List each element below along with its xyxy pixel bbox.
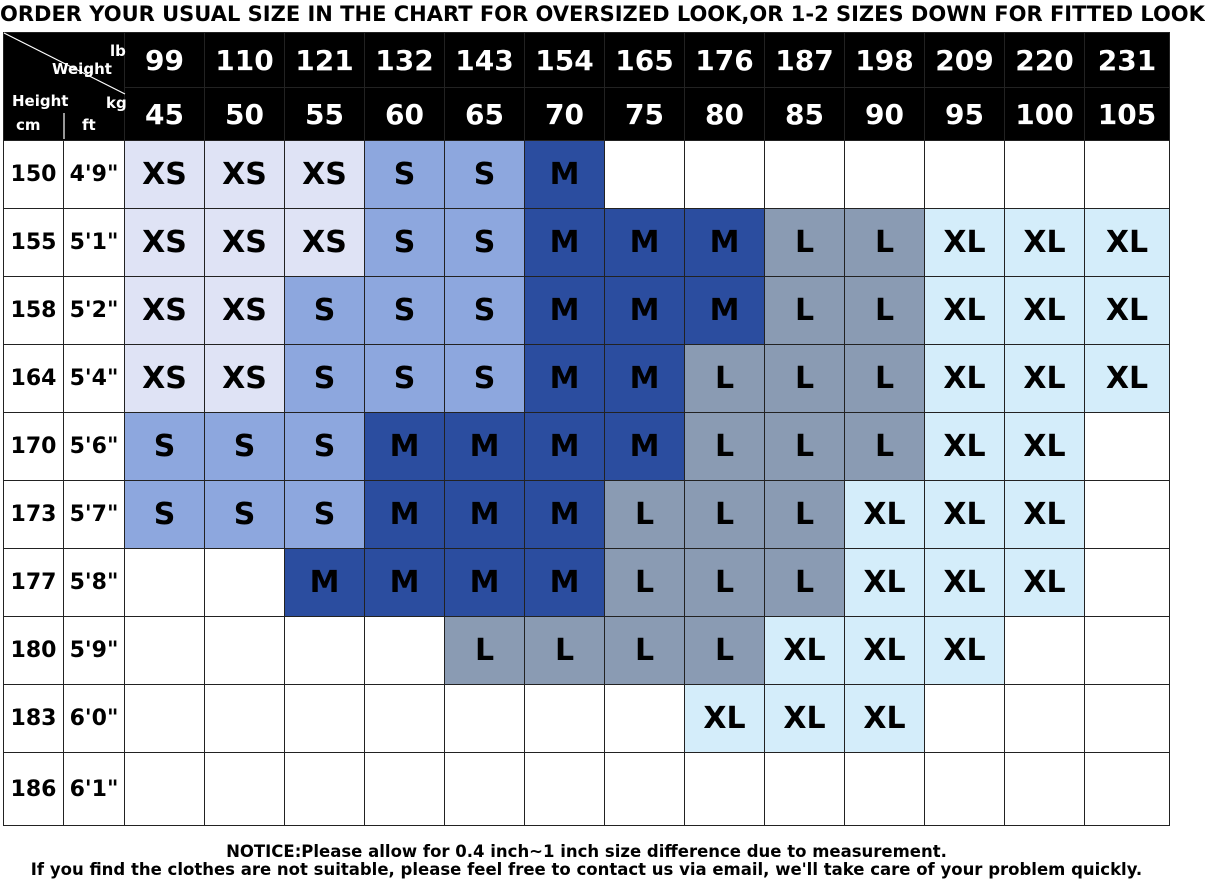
size-cell: M [605,209,685,277]
height-cm-cell: 180 [4,617,64,685]
size-cell: M [365,481,445,549]
empty-cell [685,753,765,826]
height-ft-cell: 5'6" [64,413,125,481]
empty-cell [205,753,285,826]
size-cell: M [525,549,605,617]
size-cell: L [605,617,685,685]
empty-cell [845,753,925,826]
height-ft-cell: 5'2" [64,277,125,345]
weight-lb-header: 165 [605,33,685,88]
weight-label: Weight [52,60,112,78]
height-ft-cell: 6'1" [64,753,125,826]
height-cm-cell: 164 [4,345,64,413]
weight-kg-header: 65 [445,88,525,141]
weight-kg-header-row [4,88,1170,141]
size-cell: XL [1005,481,1085,549]
empty-cell [125,617,205,685]
size-cell: S [205,413,285,481]
height-cm-cell: 177 [4,549,64,617]
size-cell: S [285,277,365,345]
weight-lb-header: 143 [445,33,525,88]
empty-cell [685,141,765,209]
table-row [4,141,1170,209]
size-cell: M [525,413,605,481]
size-cell: L [845,277,925,345]
size-cell: L [685,617,765,685]
size-cell: M [525,345,605,413]
height-ft-cell: 5'4" [64,345,125,413]
weight-lb-header: 99 [125,33,205,88]
size-cell: S [285,345,365,413]
size-cell: XL [845,685,925,753]
weight-lb-header: 121 [285,33,365,88]
empty-cell [1085,753,1170,826]
weight-lb-header: 209 [925,33,1005,88]
weight-lb-header: 176 [685,33,765,88]
height-ft-cell: 5'7" [64,481,125,549]
size-cell: XS [125,345,205,413]
size-cell: XL [845,549,925,617]
size-cell: L [685,413,765,481]
empty-cell [445,685,525,753]
size-cell: L [845,209,925,277]
size-cell: XS [125,209,205,277]
empty-cell [1085,481,1170,549]
empty-cell [1085,617,1170,685]
empty-cell [1005,141,1085,209]
size-cell: L [605,481,685,549]
size-cell: XL [845,617,925,685]
empty-cell [1085,685,1170,753]
weight-kg-header: 80 [685,88,765,141]
size-cell: S [365,141,445,209]
size-cell: XL [1085,209,1170,277]
empty-cell [285,753,365,826]
size-cell: S [445,345,525,413]
empty-cell [285,685,365,753]
chart-headline: ORDER YOUR USUAL SIZE IN THE CHART FOR OVERSIZED LOOK,OR 1-2 SIZES DOWN FOR FITTED LOOK [0,2,1205,26]
size-cell: XL [765,685,845,753]
weight-lb-header: 231 [1085,33,1170,88]
weight-lb-header-row [4,33,1170,88]
height-cm-cell: 170 [4,413,64,481]
weight-kg-header: 100 [1005,88,1085,141]
size-cell: L [685,549,765,617]
height-cm-cell: 158 [4,277,64,345]
weight-kg-header: 105 [1085,88,1170,141]
size-cell: L [765,549,845,617]
size-cell: S [285,481,365,549]
size-cell: L [845,413,925,481]
empty-cell [365,753,445,826]
size-cell: M [605,413,685,481]
weight-lb-header: 187 [765,33,845,88]
weight-kg-header: 85 [765,88,845,141]
size-cell: XL [925,413,1005,481]
size-cell: XS [285,141,365,209]
size-cell: S [365,277,445,345]
empty-cell [205,549,285,617]
size-cell: XL [925,277,1005,345]
weight-lb-header: 110 [205,33,285,88]
size-cell: XL [1005,345,1085,413]
size-cell: S [365,345,445,413]
empty-cell [525,753,605,826]
size-cell: L [765,413,845,481]
ft-unit-label: ft [82,116,96,134]
table-row [4,209,1170,277]
empty-cell [205,685,285,753]
empty-cell [1085,141,1170,209]
size-cell: M [525,481,605,549]
size-cell: S [205,481,285,549]
size-cell: XL [685,685,765,753]
size-cell: M [525,277,605,345]
table-row [4,753,1170,826]
size-cell: M [365,549,445,617]
size-cell: M [525,209,605,277]
size-cell: M [285,549,365,617]
weight-lb-header: 132 [365,33,445,88]
size-cell: XL [925,209,1005,277]
size-cell: XL [1005,277,1085,345]
empty-cell [605,141,685,209]
size-cell: XL [1085,345,1170,413]
height-ft-cell: 5'9" [64,617,125,685]
empty-cell [765,753,845,826]
notice-line-1: NOTICE:Please allow for 0.4 inch~1 inch size difference due to measurement. [226,842,947,861]
height-label: Height [12,92,69,110]
size-cell: XS [205,141,285,209]
size-cell: XL [1005,549,1085,617]
table-row [4,685,1170,753]
empty-cell [1005,617,1085,685]
weight-lb-header: 220 [1005,33,1085,88]
size-cell: L [445,617,525,685]
empty-cell [605,753,685,826]
size-cell: S [125,481,205,549]
empty-cell [125,549,205,617]
size-cell: XL [925,345,1005,413]
height-ft-cell: 4'9" [64,141,125,209]
empty-cell [925,685,1005,753]
empty-cell [1085,549,1170,617]
height-cm-cell: 183 [4,685,64,753]
empty-cell [925,141,1005,209]
size-cell: M [605,277,685,345]
weight-kg-header: 55 [285,88,365,141]
weight-lb-header: 198 [845,33,925,88]
empty-cell [1085,413,1170,481]
empty-cell [605,685,685,753]
height-ft-cell: 5'8" [64,549,125,617]
weight-kg-header: 75 [605,88,685,141]
height-cm-cell: 150 [4,141,64,209]
empty-cell [125,685,205,753]
size-cell: XL [925,481,1005,549]
size-cell: M [445,481,525,549]
size-cell: XL [1085,277,1170,345]
size-cell: XS [125,277,205,345]
weight-kg-header: 70 [525,88,605,141]
table-row [4,413,1170,481]
size-cell: XS [125,141,205,209]
empty-cell [1005,753,1085,826]
empty-cell [365,617,445,685]
size-cell: M [445,549,525,617]
table-row [4,481,1170,549]
size-cell: L [765,209,845,277]
size-cell: M [365,413,445,481]
weight-kg-header: 45 [125,88,205,141]
size-cell: XS [205,345,285,413]
cm-unit-label: cm [16,116,41,134]
empty-cell [285,617,365,685]
size-cell: XS [205,209,285,277]
size-cell: S [365,209,445,277]
table-row [4,549,1170,617]
size-cell: L [845,345,925,413]
height-cm-cell: 186 [4,753,64,826]
size-cell: L [765,277,845,345]
size-cell: XL [925,549,1005,617]
size-cell: XL [1005,413,1085,481]
weight-kg-header: 50 [205,88,285,141]
height-ft-cell: 6'0" [64,685,125,753]
size-cell: L [605,549,685,617]
notice-line-2: If you find the clothes are not suitable, please feel free to contact us via email, we'll take care of your problem quickly. [30,860,1143,879]
size-cell: M [605,345,685,413]
size-cell: XL [845,481,925,549]
lb-unit-label: lb [110,42,126,60]
size-cell: XL [1005,209,1085,277]
weight-lb-header: 154 [525,33,605,88]
empty-cell [925,753,1005,826]
size-cell: M [445,413,525,481]
size-cell: M [685,277,765,345]
height-ft-cell: 5'1" [64,209,125,277]
size-cell: L [685,481,765,549]
empty-cell [125,753,205,826]
size-cell: M [525,141,605,209]
empty-cell [845,141,925,209]
size-cell: S [445,209,525,277]
table-row [4,345,1170,413]
size-cell: XL [925,617,1005,685]
size-cell: S [285,413,365,481]
empty-cell [765,141,845,209]
size-cell: M [685,209,765,277]
header-corner [4,33,125,141]
empty-cell [365,685,445,753]
size-cell: XL [765,617,845,685]
size-cell: L [685,345,765,413]
empty-cell [445,753,525,826]
size-chart-table [3,32,1170,826]
size-cell: S [445,277,525,345]
size-cell: XS [285,209,365,277]
kg-unit-label: kg [106,94,127,112]
size-cell: L [525,617,605,685]
height-cm-cell: 173 [4,481,64,549]
empty-cell [205,617,285,685]
table-row [4,617,1170,685]
height-cm-cell: 155 [4,209,64,277]
size-cell: L [765,345,845,413]
empty-cell [1005,685,1085,753]
table-row [4,277,1170,345]
weight-kg-header: 90 [845,88,925,141]
size-cell: XS [205,277,285,345]
empty-cell [525,685,605,753]
weight-kg-header: 60 [365,88,445,141]
size-cell: L [765,481,845,549]
weight-kg-header: 95 [925,88,1005,141]
size-cell: S [445,141,525,209]
size-cell: S [125,413,205,481]
